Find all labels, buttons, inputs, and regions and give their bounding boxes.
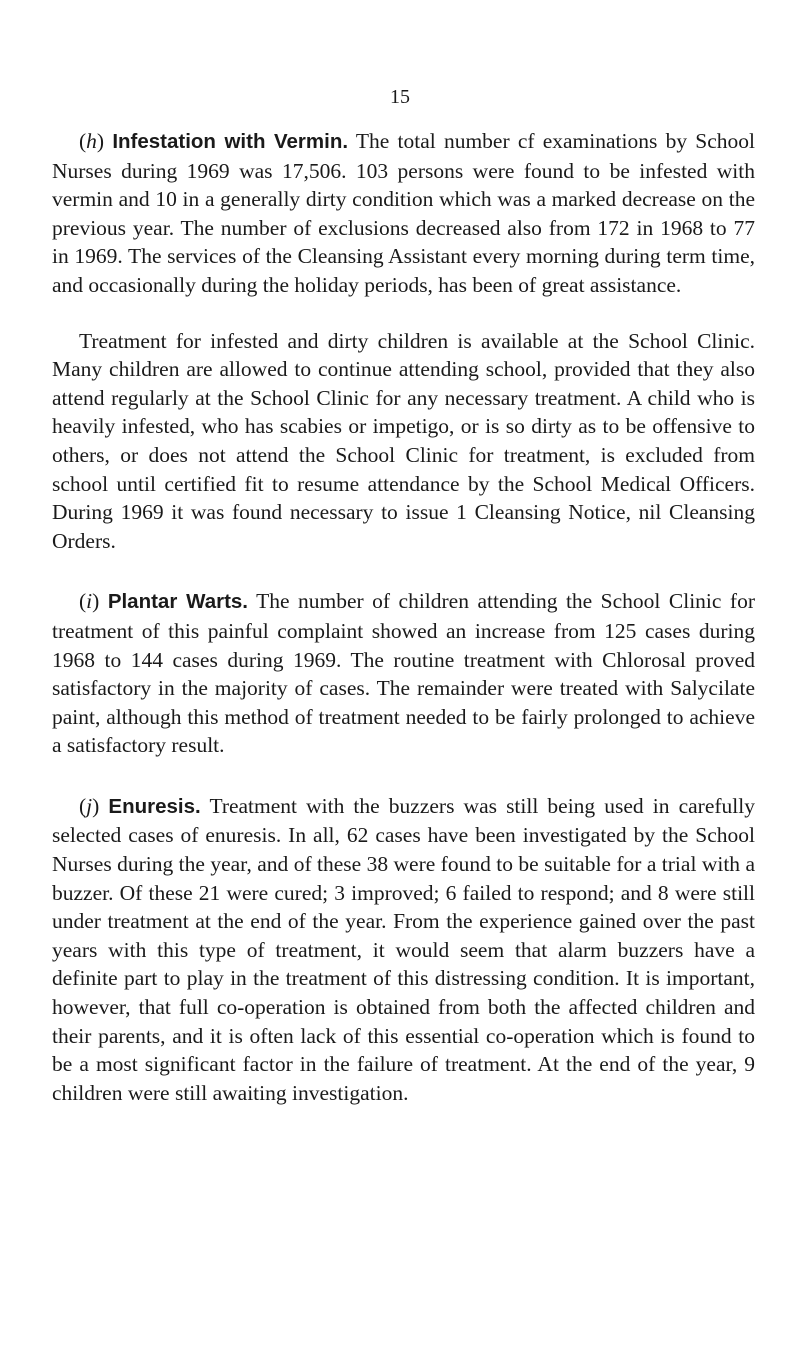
section-i-text: The number of children attending the School Clinic for treatment of this painful complaint showed an increase from 125 cases during 1968 to 144 cases during 1969. The routine treatment with Chlorosal proved satisfactory in the majority of cases. The remainder were treated with Salycilate paint, although this method of treatment needed to be fairly prolonged to achieve a satisfactory result. xyxy=(52,589,755,758)
page-number: 15 xyxy=(390,86,410,108)
section-j-text: Treatment with the buzzers was still being used in carefully selected cases of enuresis. In all, 62 cases have been investigated by the School Nurses during the year, and of these 38 were found to be suitable for a trial with a buzzer. Of these 21 were cured; 3 improved; 6 failed to respond; and 8 were still under treatment at the end of the year. From the experience gained over the past years with this type of treatment, it would seem that alarm buzzers have a definite part to play in the treatment of this distressing condition. It is important, however, that full co-operation is obtained from both the affected children and their parents, and it is often lack of this essential co-operation which is found to be a most significant factor in the failure of treatment. At the end of the year, 9 children were still awaiting investigation. xyxy=(52,793,755,1105)
section-j-open-paren: ( xyxy=(79,793,87,818)
section-i-title: Plantar Warts. xyxy=(107,590,248,614)
section-h-paragraph xyxy=(52,127,755,300)
section-i-close-paren: ) xyxy=(92,589,100,614)
section-j-label: j xyxy=(86,793,93,818)
section-h-close-paren: ) xyxy=(96,129,105,153)
section-i-paragraph xyxy=(52,587,755,760)
treatment-paragraph xyxy=(52,327,755,556)
section-h-text: The total number cf examinations by School Nurses during 1969 was 17,506. 103 persons were found to be infested with vermin and 10 in a generally dirty condition which was a marked decrease on the previous year. The number of exclusions decreased also from 172 in 1968 to 77 in 1969. The services of the Cleansing Assistant every morning during term time, and occasionally during the holiday periods, has been of great assistance. xyxy=(52,129,755,297)
section-i-label: i xyxy=(86,589,93,614)
paragraph-gap xyxy=(52,555,755,587)
section-i-open-paren: ( xyxy=(79,589,87,614)
section-j-paragraph xyxy=(52,792,755,1108)
section-j-close-paren: ) xyxy=(92,793,100,818)
section-j-title: Enuresis. xyxy=(108,794,201,818)
section-h-open-paren: ( xyxy=(79,129,87,153)
document-body xyxy=(52,127,755,1107)
paragraph-gap xyxy=(52,760,755,792)
treatment-text: Treatment for infested and dirty children is available at the School Clinic. Many children are allowed to continue attending school, provided that they also attend regularly at the School Clinic for any necessary treatment. A child who is heavily infested, who has scabies or impetigo, or is so dirty as to be offensive to others, or does not attend the School Clinic for treatment, is excluded from school until certified fit to resume attendance by the School Medical Officers. During 1969 it was found necessary to issue 1 Cleansing Notice, nil Cleansing Orders. xyxy=(52,328,755,553)
section-h-label: h xyxy=(86,129,97,153)
paragraph-gap xyxy=(52,300,755,327)
section-h-title: Infestation with Vermin. xyxy=(112,130,349,153)
